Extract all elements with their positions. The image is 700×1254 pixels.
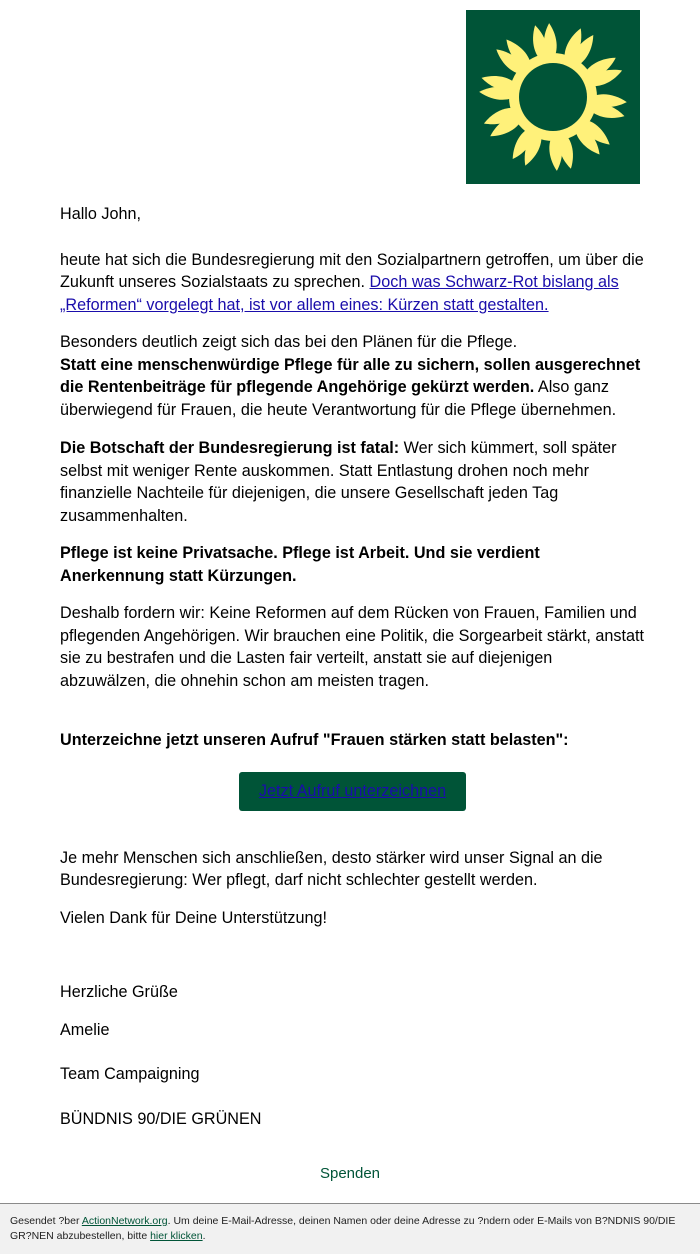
footer-middle: . Um deine E-Mail-Adresse, deinen Namen oder deine Adresse zu ?ndern oder E-Mails von B?NDNIS 90/DIE GR?NEN abzubestellen, bitte	[10, 1215, 676, 1242]
email-body	[60, 203, 645, 1130]
action-network-link[interactable]: ActionNetwork.org	[81, 1215, 168, 1227]
signature-organization: BÜNDNIS 90/DIE GRÜNEN	[60, 1109, 262, 1128]
greeting: Hallo John,	[60, 205, 141, 223]
paragraph-care-bold: Statt eine menschenwürdige Pflege für alle zu sichern, sollen ausgerechnet die Rentenbeiträge für pflegende Angehörige gekürzt werden.	[60, 355, 641, 396]
footer-suffix: .	[202, 1230, 206, 1242]
cta-button-wrapper	[60, 772, 645, 811]
email-footer	[0, 1203, 700, 1254]
paragraph-care	[60, 331, 645, 421]
sign-petition-button[interactable]: Jetzt Aufruf unterzeichnen	[239, 772, 466, 811]
donate-row	[0, 1164, 700, 1183]
paragraph-demands: Deshalb fordern wir: Keine Reformen auf dem Rücken von Frauen, Familien und pflegenden Angehörigen. Wir brauchen eine Politik, die Sorgearbeit stärkt, anstatt sie zu bestrafen und die Lasten fair verteilt, anstatt sie auf diejenigen abzuwälzen, die ohnehin schon am meisten tragen.	[60, 604, 645, 690]
paragraph-care-rest: Also ganz überwiegend für Frauen, die heute Verantwortung für die Pflege übernehmen.	[60, 378, 617, 419]
cta-heading: Unterzeichne jetzt unseren Aufruf "Frauen stärken statt belasten":	[60, 731, 569, 749]
paragraph-message	[60, 437, 645, 527]
paragraph-message-rest: Wer sich kümmert, soll später selbst mit weniger Rente auskommen. Statt Entlastung drohen noch mehr finanzielle Nachteile für diejenigen, die unsere Gesellschaft jeden Tag zusammenhalten.	[60, 439, 617, 525]
unsubscribe-link[interactable]: hier klicken	[150, 1230, 203, 1242]
closing-greeting: Herzliche Grüße	[60, 983, 178, 1001]
paragraph-intro-text: heute hat sich die Bundesregierung mit den Sozialpartnern getroffen, um über die Zukunft unseres Sozialstaats zu sprechen.	[60, 250, 644, 291]
donate-link[interactable]: Spenden	[319, 1165, 381, 1182]
paragraph-intro	[60, 249, 645, 317]
reforms-article-link[interactable]: Doch was Schwarz-Rot bislang als „Reformen“ vorgelegt hat, ist vor allem eines: Kürzen statt gestalten.	[60, 273, 619, 314]
paragraph-thanks: Vielen Dank für Deine Unterstützung!	[60, 908, 327, 927]
signature-name: Amelie	[60, 1020, 110, 1039]
paragraph-care-is-work: Pflege ist keine Privatsache. Pflege ist Arbeit. Und sie verdient Anerkennung statt Kürzungen.	[60, 544, 540, 585]
footer-prefix: Gesendet ?ber	[10, 1215, 82, 1227]
paragraph-message-bold: Die Botschaft der Bundesregierung ist fatal:	[60, 439, 400, 457]
paragraph-signal: Je mehr Menschen sich anschließen, desto stärker wird unser Signal an die Bundesregierung: Wer pflegt, darf nicht schlechter gestellt werden.	[60, 848, 603, 889]
signature-team: Team Campaigning	[60, 1065, 200, 1083]
sunflower-logo-icon	[466, 10, 640, 184]
party-logo	[466, 10, 640, 184]
paragraph-care-intro: Besonders deutlich zeigt sich das bei den Plänen für die Pflege.	[60, 333, 518, 351]
